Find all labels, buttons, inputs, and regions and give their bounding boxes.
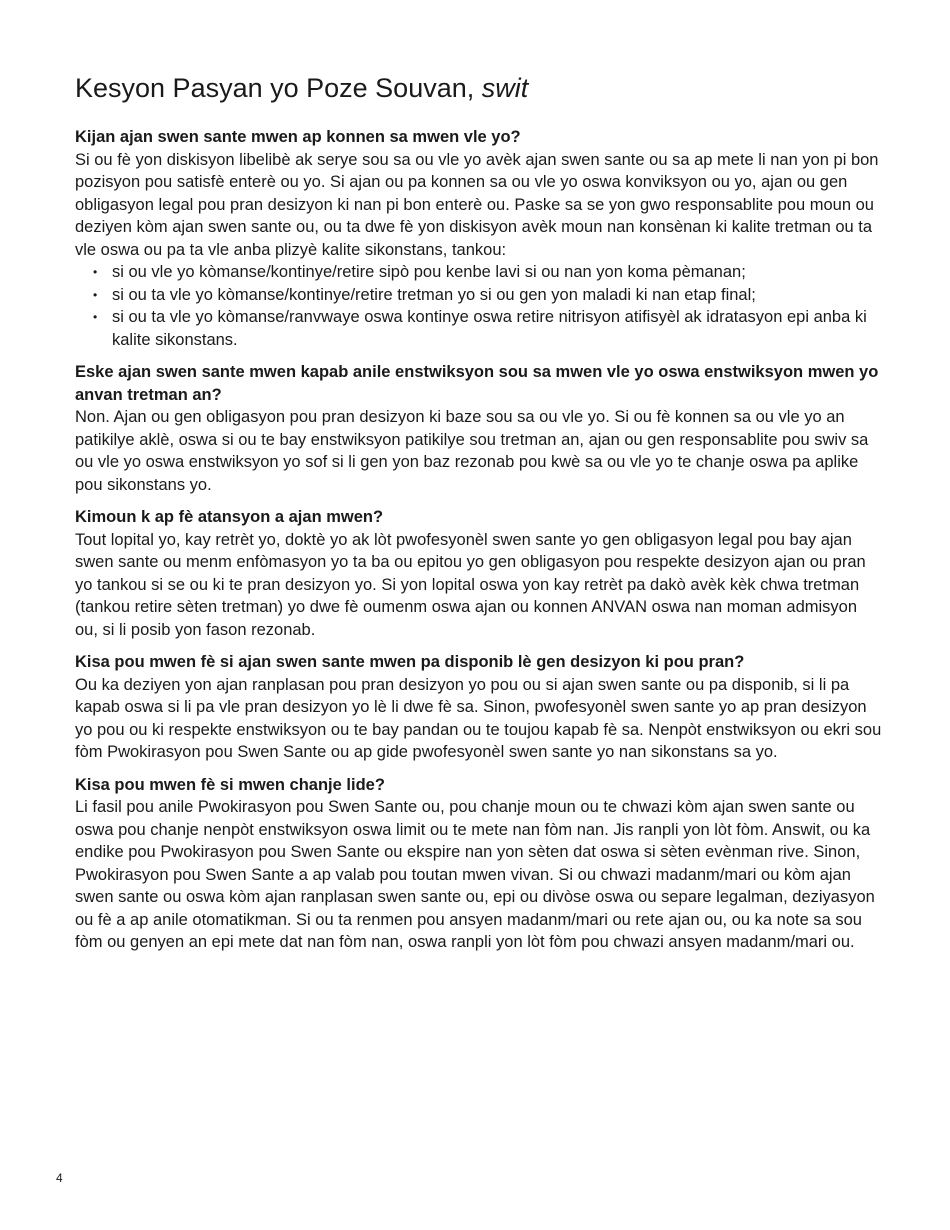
faq-answer: Si ou fè yon diskisyon libelibè ak serye sou sa ou vle yo avèk ajan swen sante ou sa ap mete li nan yon pi bon pozisyon pou satisfè enterè ou yo. Si ajan ou pa konnen sa ou vle yo oswa konviksyon ou yo, ajan ou gen obligasyon legal pou pran desizyon ki nan pi bon enterè ou. Paske sa se yon gwo responsablite pou moun ou deziyen kòm ajan swen sante ou, ou ta dwe fè yon diskisyon avèk moun nan konsènan ki kalite tretman ou ta vle oswa ou pa ta vle anba plizyè kalite sikonstans, tankou:	[75, 150, 879, 259]
faq-answer: Non. Ajan ou gen obligasyon pou pran desizyon ki baze sou sa ou vle yo. Si ou fè konnen sa ou vle yo an patikilye aklè, oswa si ou te bay enstwiksyon patikilye sou tretman an, ajan ou gen responsablite pou swiv sa ou vle yo oswa enstwiksyon yo sof si li gen yon baz rezonab pou kwè sa ou vle yo te chanje oswa pa aplike pou sikonstans yo.	[75, 408, 869, 494]
faq-section-change-mind	[75, 774, 883, 954]
faq-bullet-list	[75, 261, 883, 351]
faq-question: Kijan ajan swen sante mwen ap konnen sa mwen vle yo?	[75, 128, 521, 146]
page-title-emphasis: swit	[481, 73, 529, 103]
document-page	[75, 70, 883, 964]
faq-bullet-item: • si ou ta vle yo kòmanse/ranvwaye oswa kontinye oswa retire nitrisyon atifisyèl ak idratasyon epi anba ki kalite sikonstans.	[112, 306, 883, 351]
page-number: 4	[56, 1171, 63, 1185]
faq-bullet-item: • si ou ta vle yo kòmanse/kontinye/retire tretman yo si ou gen yon maladi ki nan etap final;	[112, 284, 883, 307]
page-title-main: Kesyon Pasyan yo Poze Souvan,	[75, 73, 482, 103]
faq-answer: Ou ka deziyen yon ajan ranplasan pou pran desizyon yo pou ou si ajan swen sante ou pa disponib, si li pa kapab oswa si li pa vle pran desizyon yo lè li dwe fè sa. Sinon, pwofesyonèl swen sante yo ap pran desizyon yo pou ou ki respekte enstwiksyon ou te bay pandan ou te toujou kapab fè sa. Nenpòt enstwiksyon ou ekri sou fòm Pwokirasyon pou Swen Sante ou ap gide pwofesyonèl swen sante yo nan sikonstans sa yo.	[75, 675, 882, 761]
faq-bullet-item: • si ou vle yo kòmanse/kontinye/retire sipò pou kenbe lavi si ou nan yon koma pèmanan;	[112, 261, 883, 284]
faq-section-agent-knowledge	[75, 126, 883, 351]
faq-answer: Tout lopital yo, kay retrèt yo, doktè yo ak lòt pwofesyonèl swen sante yo gen obligasyon legal pou bay ajan swen sante ou menm enfòmasyon yo ta ba ou epitou yo gen obligasyon pou respekte desizyon ajan ou pran yo tankou si se ou ki te pran desizyon yo. Si yon lopital oswa yon kay retrèt pa dakò avèk kèk chwa tretman (tankou retire sèten tretman) yo dwe fè oumenm oswa ajan ou konnen ANVAN oswa nan moman admisyon ou, si li posib yon fason rezonab.	[75, 530, 866, 639]
faq-question: Kisa pou mwen fè si mwen chanje lide?	[75, 775, 385, 794]
faq-section-agent-unavailable	[75, 651, 883, 764]
page-title	[75, 70, 883, 106]
faq-answer: Li fasil pou anile Pwokirasyon pou Swen Sante ou, pou chanje moun ou te chwazi kòm ajan swen sante ou oswa pou chanje nenpòt enstwiksyon oswa limit ou te mete nan fòm nan. Jis ranpli yon lòt fòm. Answit, ou ka endike pou Pwokirasyon pou Swen Sante ou ekspire nan yon sèten dat oswa si sèten evènman rive. Sinon, Pwokirasyon pou Swen Sante a ap valab pou toutan mwen vivan. Si ou chwazi madanm/mari ou kòm ajan swen sante ou oswa kòm ajan ranplasan swen sante ou, epi ou divòse oswa ou separe legalman, deziyasyon ou fè a ap anile otomatikman. Si ou ta renmen pou ansyen madanm/mari ou rete ajan ou, ou ka note sa sou fòm ou genyen an epi mete dat nan fòm nan, oswa ranpli yon lòt fòm pou chwazi ansyen madanm/mari ou.	[75, 798, 875, 951]
faq-section-who-listens	[75, 506, 883, 641]
faq-question: Eske ajan swen sante mwen kapab anile enstwiksyon sou sa mwen vle yo oswa enstwiksyon mwen yo anvan tretman an?	[75, 363, 879, 404]
faq-question: Kisa pou mwen fè si ajan swen sante mwen pa disponib lè gen desizyon ki pou pran?	[75, 653, 745, 671]
faq-section-agent-override	[75, 361, 883, 496]
faq-question: Kimoun k ap fè atansyon a ajan mwen?	[75, 508, 384, 526]
